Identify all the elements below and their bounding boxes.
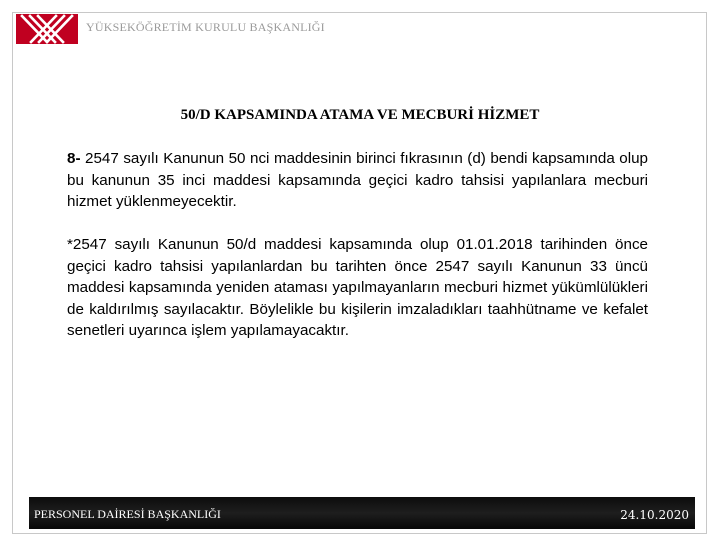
paragraph-2: *2547 sayılı Kanunun 50/d maddesi kapsamında olup 01.01.2018 tarihinden önce geçici kadro tahsisi yapılanlardan bu tarihten önce 2547 sayılı Kanunun 33 üncü maddesi kapsamında yeniden ataması yapılmayanların mecburi hizmet yükümlülükleri de kaldırılmış sayılacaktır. Böylelikle bu kişilerin imzaladıkları taahhütname ve kefalet senetleri uyarınca işlem yapılamayacaktır.	[67, 236, 648, 339]
paragraph-number: 8-	[67, 150, 81, 167]
footer-date: 24.10.2020	[620, 508, 689, 522]
org-name: YÜKSEKÖĞRETİM KURULU BAŞKANLIĞI	[86, 20, 325, 34]
slide-title: 50/D KAPSAMINDA ATAMA VE MECBURİ HİZMET	[180, 107, 540, 123]
footer-bar	[29, 497, 695, 529]
paragraph-1	[67, 148, 648, 213]
yok-logo-icon	[16, 14, 78, 44]
paragraph-1-text: 2547 sayılı Kanunun 50 nci maddesinin birinci fıkrasının (d) bendi kapsamında olup bu kanunun 35 inci maddesi kapsamında geçici kadro tahsisi yapılanlara mecburi hizmet yüklenmeyecektir.	[67, 150, 648, 210]
footer-department: PERSONEL DAİRESİ BAŞKANLIĞI	[34, 507, 221, 521]
